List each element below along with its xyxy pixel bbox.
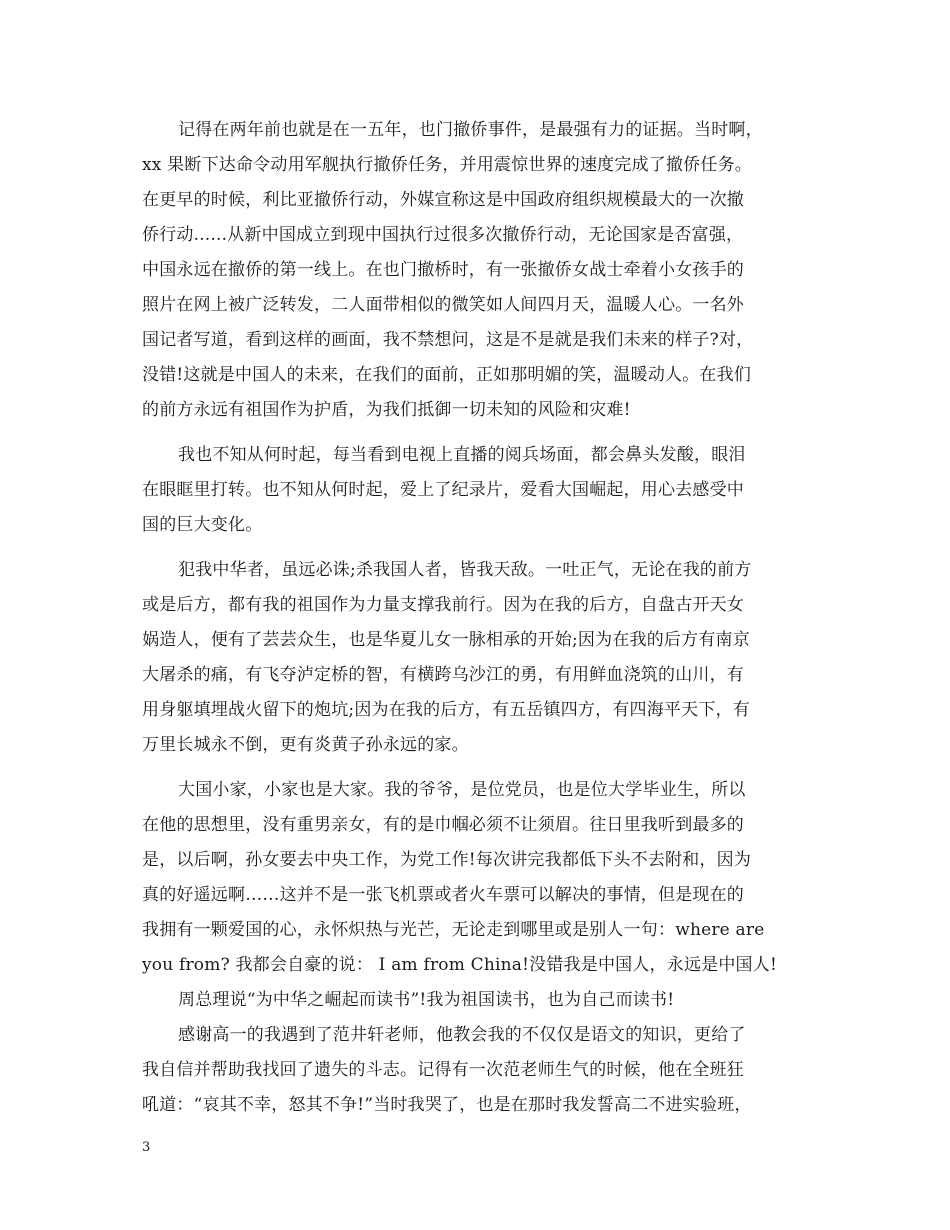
- text-line: xx 果断下达命令动用军舰执行撤侨任务，并用震惊世界的速度完成了撤侨任务。: [142, 155, 752, 175]
- text-line: you from? 我都会自豪的说： I am from China!没错我是中国人，永远是中国人!: [142, 955, 777, 975]
- text-line: 吼道：“哀其不幸，怒其不争!”当时我哭了，也是在那时我发誓高二不进实验班，: [142, 1095, 752, 1115]
- text-line: 侨行动......从新中国成立到现中国执行过很多次撤侨行动，无论国家是否富强，: [142, 225, 744, 245]
- text-line: 我自信并帮助我找回了遗失的斗志。记得有一次范老师生气的时候，他在全班狂: [142, 1060, 744, 1080]
- text-line: 照片在网上被广泛转发，二人面带相似的微笑如人间四月天，温暖人心。一名外: [142, 295, 744, 315]
- text-line: 在他的思想里，没有重男亲女，有的是巾帼必须不让须眉。往日里我听到最多的: [142, 815, 744, 835]
- text-line: 的前方永远有祖国作为护盾，为我们抵御一切未知的风险和灾难!: [142, 400, 631, 420]
- page-number: 3: [142, 1140, 151, 1155]
- text-line: 是，以后啊，孙女要去中央工作，为党工作!每次讲完我都低下头不去附和，因为: [142, 850, 752, 870]
- text-line: 真的好遥远啊……这并不是一张飞机票或者火车票可以解决的事情，但是现在的: [142, 885, 744, 905]
- text-line: 国的巨大变化。: [142, 515, 263, 535]
- text-line: 大屠杀的痛，有飞夺泸定桥的智，有横跨乌沙江的勇，有用鲜血浇筑的山川，有: [142, 665, 744, 685]
- text-line: 或是后方，都有我的祖国作为力量支撑我前行。因为在我的后方，自盘古开天女: [142, 595, 744, 615]
- text-line: 犯我中华者，虽远必诛;杀我国人者，皆我天敌。一吐正气，无论在我的前方: [178, 560, 752, 580]
- text-line: 用身躯填埋战火留下的炮坑;因为在我的后方，有五岳镇四方，有四海平天下，有: [142, 700, 750, 720]
- text-line: 我拥有一颗爱国的心，永怀炽热与光芒，无论走到哪里或是别人一句：where are: [142, 920, 765, 940]
- text-line: 记得在两年前也就是在一五年，也门撤侨事件，是最强有力的证据。当时啊，: [178, 120, 763, 140]
- text-line: 国记者写道，看到这样的画面，我不禁想问，这是不是就是我们未来的样子?对，: [142, 330, 754, 350]
- text-line: 没错!这就是中国人的未来，在我们的面前，正如那明媚的笑，温暖动人。在我们: [142, 365, 752, 385]
- text-line: 中国永远在撤侨的第一线上。在也门撤桥时，有一张撤侨女战士牵着小女孩手的: [142, 260, 744, 280]
- text-line: 周总理说“为中华之崛起而读书”!我为祖国读书，也为自己而读书!: [178, 990, 675, 1010]
- text-line: 我也不知从何时起，每当看到电视上直播的阅兵场面，都会鼻头发酸，眼泪: [178, 445, 746, 465]
- text-line: 万里长城永不倒，更有炎黄子孙永远的家。: [142, 735, 469, 755]
- text-line: 在眼眶里打转。也不知从何时起，爱上了纪录片，爱看大国崛起，用心去感受中: [142, 480, 744, 500]
- text-line: 娲造人，便有了芸芸众生，也是华夏儿女一脉相承的开始;因为在我的后方有南京: [142, 630, 750, 650]
- text-line: 感谢高一的我遇到了范井轩老师，他教会我的不仅仅是语文的知识，更给了: [178, 1025, 746, 1045]
- text-line: 在更早的时候，利比亚撤侨行动，外媒宣称这是中国政府组织规模最大的一次撤: [142, 190, 744, 210]
- text-line: 大国小家，小家也是大家。我的爷爷，是位党员，也是位大学毕业生，所以: [178, 780, 746, 800]
